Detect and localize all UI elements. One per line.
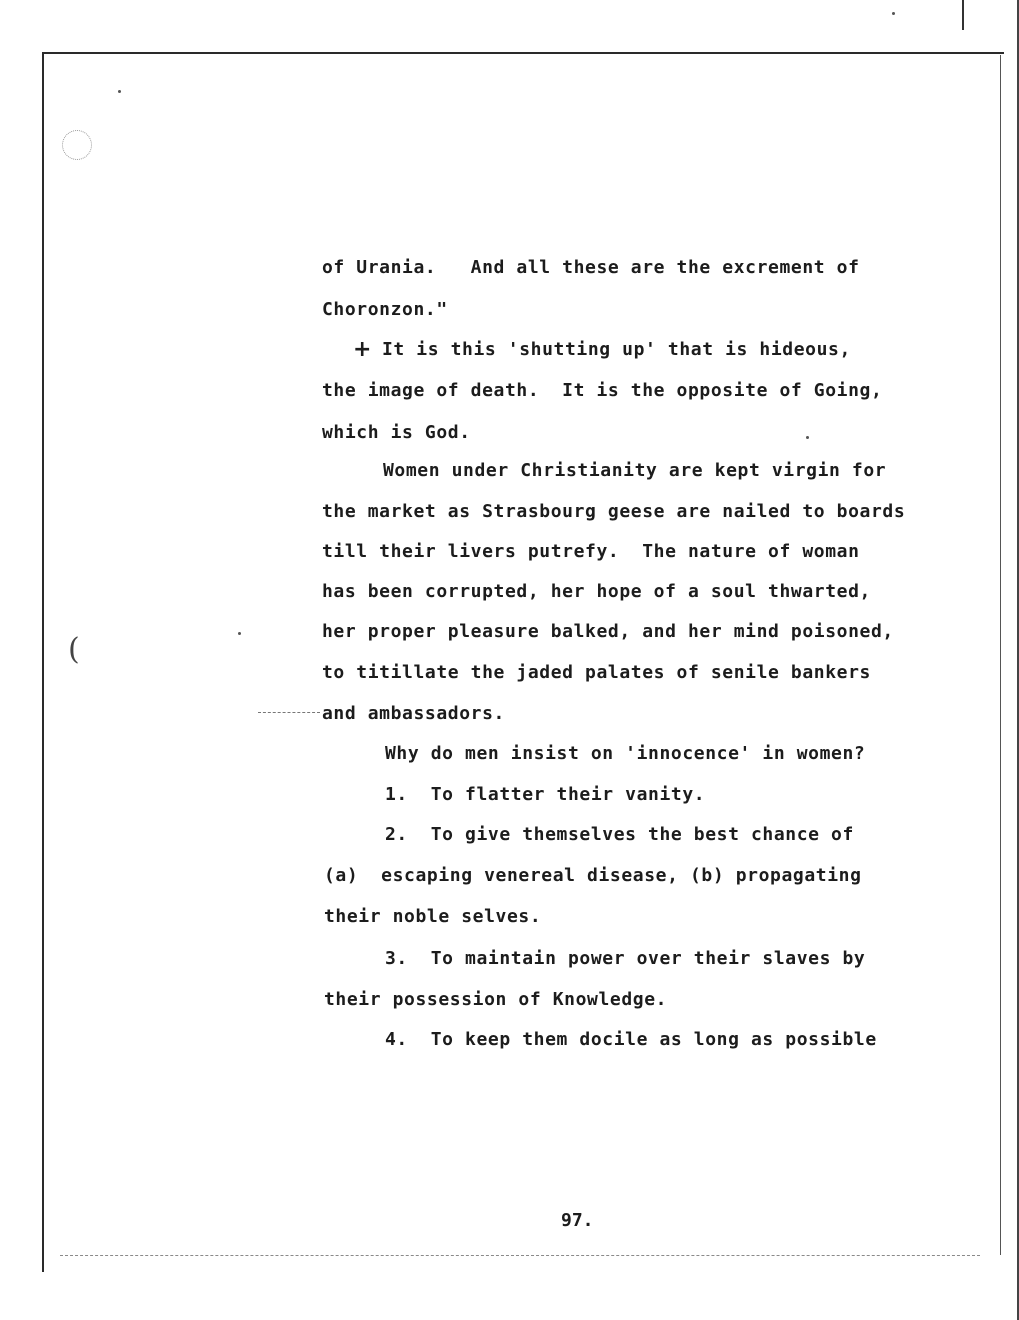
text-line: (a) escaping venereal disease, (b) propagating xyxy=(324,865,862,886)
text-line: 1. To flatter their vanity. xyxy=(385,784,706,805)
scan-speck xyxy=(118,90,121,93)
text-line: till their livers putrefy. The nature of woman xyxy=(322,541,860,562)
text-line: their possession of Knowledge. xyxy=(324,989,668,1010)
text-line: Women under Christianity are kept virgin for xyxy=(383,460,887,481)
scan-border-right xyxy=(1000,55,1001,1255)
text-line: the image of death. It is the opposite of Going, xyxy=(322,380,883,401)
text-line: her proper pleasure balked, and her mind poisoned, xyxy=(322,621,894,642)
scan-border-left xyxy=(42,52,44,1272)
text-line: and ambassadors. xyxy=(322,703,505,724)
text-line: 3. To maintain power over their slaves by xyxy=(385,948,866,969)
scan-speck xyxy=(238,632,241,635)
text-line: Why do men insist on 'innocence' in women? xyxy=(385,743,866,764)
page-number: 97. xyxy=(561,1210,594,1231)
text-line: of Urania. And all these are the excrement of xyxy=(322,257,860,278)
text-line: Choronzon." xyxy=(322,299,448,320)
margin-insertion-mark: + xyxy=(353,337,372,362)
text-line: has been corrupted, her hope of a soul thwarted, xyxy=(322,581,871,602)
scan-border-bottom xyxy=(60,1255,980,1256)
text-line: the market as Strasbourg geese are nailed to boards xyxy=(322,501,906,522)
scan-speck xyxy=(806,436,809,439)
text-line: 4. To keep them docile as long as possible xyxy=(385,1029,877,1050)
margin-bracket-mark: ( xyxy=(68,632,80,667)
scan-tick xyxy=(962,0,964,30)
text-line: It is this 'shutting up' that is hideous, xyxy=(382,339,851,360)
text-line: their noble selves. xyxy=(324,906,542,927)
text-line: to titillate the jaded palates of senile bankers xyxy=(322,662,871,683)
text-line: 2. To give themselves the best chance of xyxy=(385,824,854,845)
punch-hole-mark xyxy=(62,130,92,160)
margin-dash-mark xyxy=(258,712,320,713)
scan-border-top xyxy=(42,52,1004,54)
scan-speck xyxy=(892,12,895,15)
text-line: which is God. xyxy=(322,422,471,443)
